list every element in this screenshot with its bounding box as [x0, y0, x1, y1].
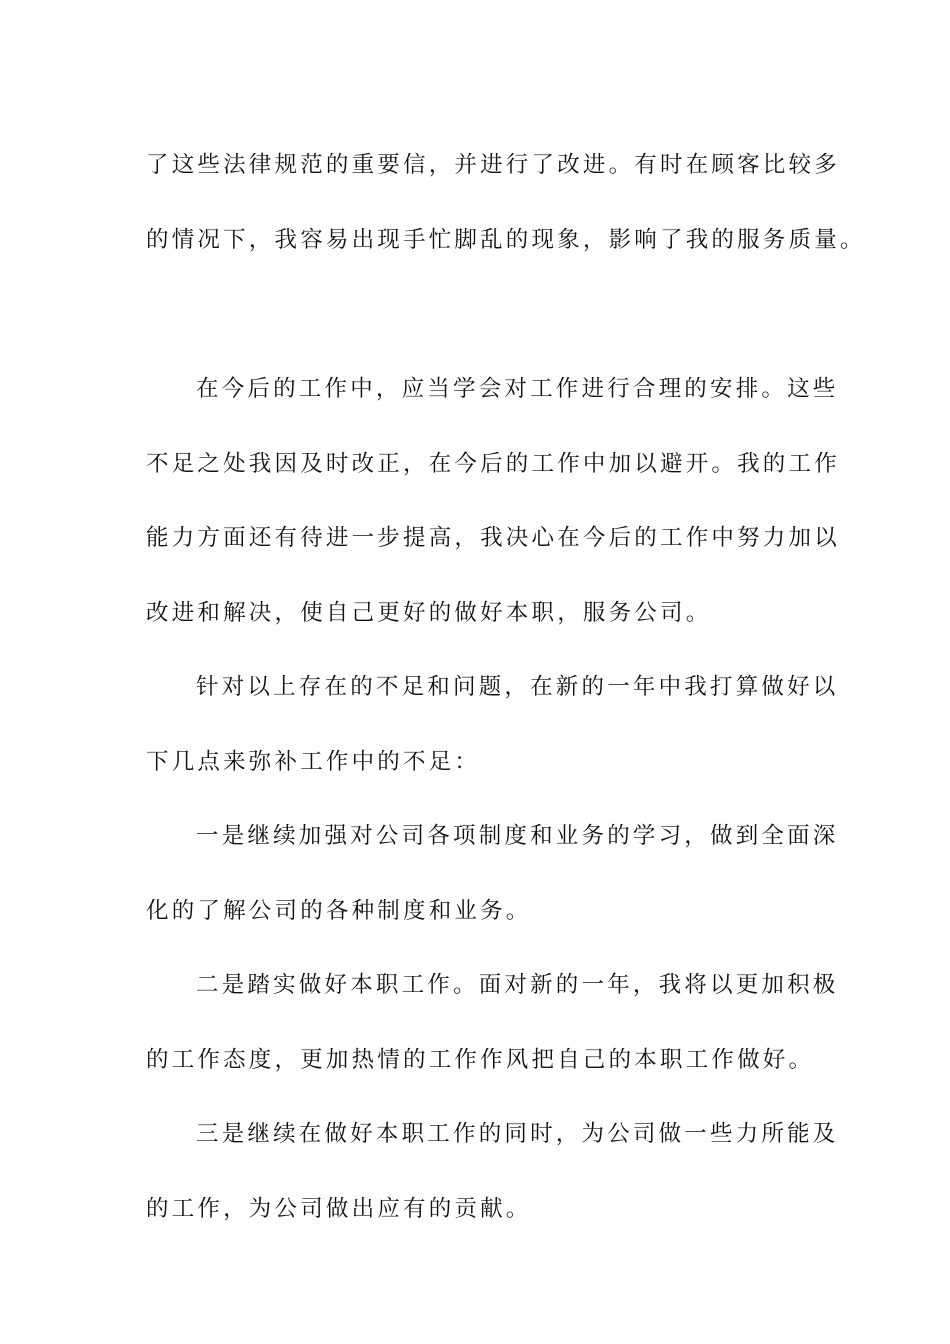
text-line: 化的了解公司的各种制度和业务。: [146, 897, 532, 924]
text-line: 的工作，为公司做出应有的贡献。: [146, 1195, 532, 1222]
text-line: 的情况下，我容易出现手忙脚乱的现象，影响了我的服务质量。: [146, 226, 866, 253]
paragraph-start-line: 针对以上存在的不足和问题，在新的一年中我打算做好以: [196, 674, 839, 700]
text-line: 的工作态度，更加热情的工作作风把自己的本职工作做好。: [146, 1046, 815, 1073]
paragraph-start-line: 在今后的工作中，应当学会对工作进行合理的安排。这些: [196, 376, 839, 402]
text-line: 下几点来弥补工作中的不足：: [146, 748, 481, 775]
paragraph-start-line: 二是踏实做好本职工作。面对新的一年，我将以更加积极: [196, 972, 839, 998]
text-line: 改进和解决，使自己更好的做好本职，服务公司。: [146, 599, 712, 626]
text-line: 不足之处我因及时改正，在今后的工作中加以避开。我的工作: [146, 450, 840, 477]
paragraph-gap: [146, 277, 816, 352]
text-line: 能力方面还有待进一步提高，我决心在今后的工作中努力加以: [146, 525, 840, 551]
document-body: [146, 128, 866, 1246]
text-line: 了这些法律规范的重要信，并进行了改进。有时在顾客比较多: [146, 152, 840, 178]
paragraph-start-line: 一是继续加强对公司各项制度和业务的学习，做到全面深: [196, 823, 839, 849]
paragraph-start-line: 三是继续在做好本职工作的同时，为公司做一些力所能及: [196, 1121, 839, 1147]
